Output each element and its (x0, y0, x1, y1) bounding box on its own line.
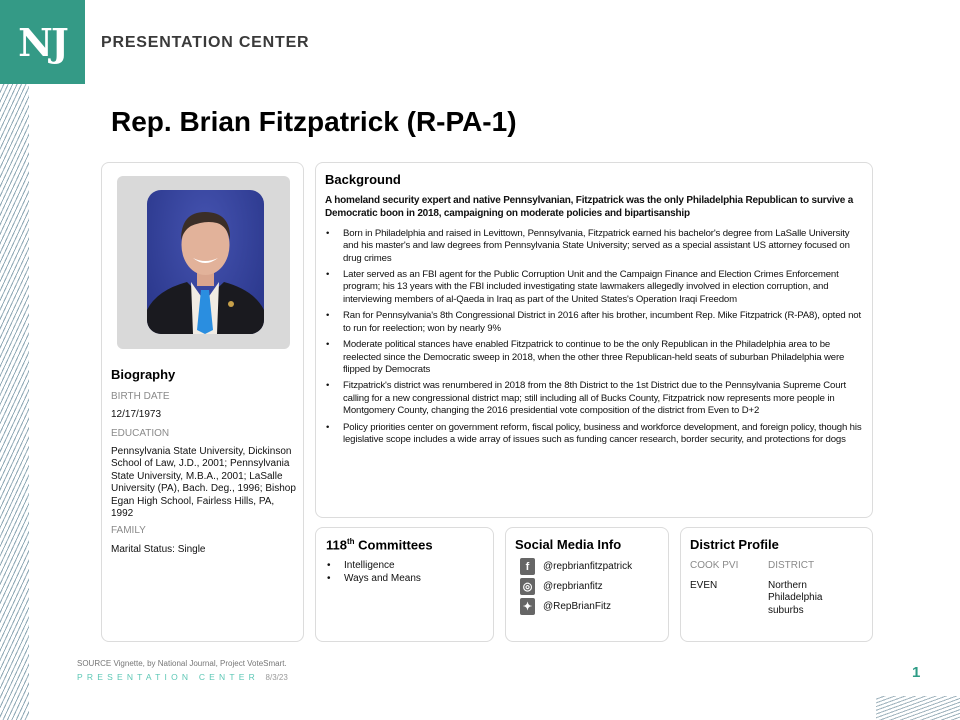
social-row-instagram[interactable] (520, 578, 603, 595)
committees-heading-sup: th (346, 537, 355, 546)
background-bullet: • Moderate political stances have enabled Fitzpatrick to continue to be the only Republican in the Philadelphia area to be reelected since the Democratic sweep in 2018, when the other three Republican-held seats of suburban Philadelphia were flipped by Democrats (325, 339, 865, 376)
background-card (315, 162, 873, 518)
education-value: Pennsylvania State University, Dickinson School of Law, J.D., 2001; Pennsylvania State University, M.B.A., 2001; LaSalle University (PA), Bach. Deg., 1996; Bishop Egan High School, Fairless Hills, PA, 1992 (111, 446, 296, 520)
biography-heading: Biography (111, 367, 176, 382)
district-value: Northern Philadelphia suburbs (768, 580, 823, 616)
family-value: Marital Status: Single (111, 544, 206, 555)
cook-pvi-value: EVEN (690, 580, 718, 591)
background-bullet: • Born in Philadelphia and raised in Levittown, Pennsylvania, Fitzpatrick earned his bachelor's degree from LaSalle University and his master's and law degrees from Pennsylvania State University; served as a special assistant US attorney focused on drug crimes (325, 228, 865, 265)
social-row-twitter[interactable] (520, 598, 611, 615)
education-label: EDUCATION (111, 428, 170, 439)
page-title: Rep. Brian Fitzpatrick (R-PA-1) (111, 106, 517, 137)
page-number: 1 (912, 664, 921, 681)
brand-title: PRESENTATION CENTER (101, 34, 310, 51)
cook-pvi-label: COOK PVI (690, 560, 739, 571)
district-label: DISTRICT (768, 560, 815, 571)
portrait-illustration (147, 190, 264, 334)
background-bullet: • Ran for Pennsylvania's 8th Congressional District in 2016 after his brother, incumbent Rep. Mike Fitzpatrick (R-PA8), opted not to run for reelection; won by nearly 9% (325, 310, 865, 335)
background-bullet: • Policy priorities center on government reform, fiscal policy, business and workforce development, and foreign policy, though his legislative scope includes a wide array of issues such as funding cancer research, border security, and protections for dogs (325, 422, 865, 447)
birth-date-label: BIRTH DATE (111, 391, 170, 402)
district-heading: District Profile (690, 537, 779, 552)
instagram-icon: ◎ (520, 578, 535, 595)
social-heading: Social Media Info (515, 537, 622, 552)
twitter-icon: ✦ (520, 598, 535, 615)
background-bullet: • Later served as an FBI agent for the Public Corruption Unit and the Campaign Finance and Election Crimes Enforcement program; his 13 years with the FBI included investigating state lawmakers allegedly involved in election corruption, and interviewing members of al-Qaeda in Iraq as part of the United States's Operation Iraqi Freedom (325, 269, 865, 306)
background-bullet: • Fitzpatrick's district was renumbered in 2018 from the 8th District to the 1st District due to the Pennsylvania Supreme Court calling for a new congressional district map; still including all of Bucks County, Fitzpatrick now represents more people in Montgomery County, changing the 2016 presidential vote composition of the district from Even to D+2 (325, 380, 865, 417)
photo-frame (117, 176, 290, 349)
footer-date: 8/3/23 (265, 673, 288, 682)
logo-text: NJ (18, 19, 67, 65)
twitter-handle[interactable]: @RepBrianFitz (543, 601, 611, 612)
committee-item: • Intelligence (326, 559, 421, 572)
background-list (325, 228, 865, 451)
decorative-hatch-bottom-right (876, 696, 960, 720)
nj-logo (0, 0, 85, 84)
footer-brand-line (77, 672, 288, 682)
background-lead: A homeland security expert and native Pennsylvanian, Fitzpatrick was the only Philadelphia Republican to survive a Democratic boon in 2018, campaigning on moderate policies and bipartisanship (325, 195, 854, 219)
committees-list (326, 559, 421, 585)
committee-item: • Ways and Means (326, 572, 421, 585)
committees-card (315, 527, 494, 642)
facebook-icon: f (520, 558, 535, 575)
facebook-handle[interactable]: @repbrianfitzpatrick (543, 561, 633, 572)
decorative-hatch-left (0, 84, 29, 720)
footer-source: SOURCE Vignette, by National Journal, Project VoteSmart. (77, 659, 287, 668)
committees-heading (326, 537, 433, 552)
social-media-card (505, 527, 669, 642)
portrait-photo (147, 190, 264, 334)
committees-heading-text: Committees (354, 537, 433, 553)
committees-heading-number: 118 (326, 537, 347, 553)
background-heading: Background (325, 172, 401, 187)
family-label: FAMILY (111, 525, 146, 536)
birth-date-value: 12/17/1973 (111, 409, 162, 420)
district-profile-card (680, 527, 873, 642)
footer-brand: PRESENTATION CENTER (77, 672, 259, 682)
biography-card (101, 162, 304, 642)
instagram-handle[interactable]: @repbrianfitz (543, 581, 603, 592)
social-row-facebook[interactable] (520, 558, 632, 575)
